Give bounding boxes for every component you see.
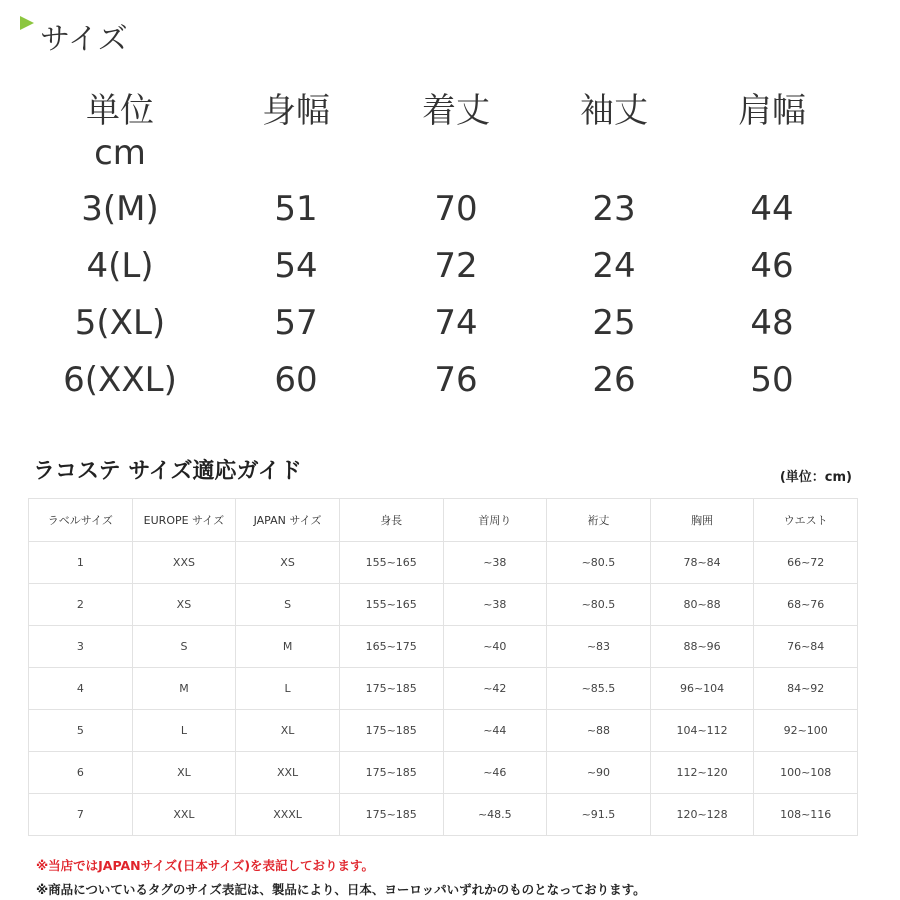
size-value: 25 [592, 303, 636, 343]
table-cell: 3 [29, 626, 133, 668]
table-cell: 2 [29, 584, 133, 626]
table-cell: ~46 [443, 752, 547, 794]
guide-column-header: 裄丈 [547, 499, 651, 542]
table-cell: L [236, 668, 340, 710]
table-row [29, 668, 858, 710]
table-cell: 104~112 [650, 710, 754, 752]
table-cell: 96~104 [650, 668, 754, 710]
size-value: 54 [274, 246, 318, 286]
note-japan-size: ※当店ではJAPANサイズ(日本サイズ)を表記しております。 [36, 858, 375, 873]
table-cell: 155~165 [339, 584, 443, 626]
unit-label-cm: cm [94, 133, 146, 173]
size-guide-table [28, 498, 858, 836]
table-cell: ~80.5 [547, 542, 651, 584]
column-header-katahaba: 肩幅 [738, 91, 806, 131]
size-row [40, 245, 860, 302]
size-row [40, 188, 860, 245]
guide-column-header: 身長 [339, 499, 443, 542]
table-row [29, 542, 858, 584]
table-cell: 76~84 [754, 626, 858, 668]
guide-column-header: ラベルサイズ [29, 499, 133, 542]
table-cell: 84~92 [754, 668, 858, 710]
table-cell: M [132, 668, 236, 710]
table-cell: S [236, 584, 340, 626]
table-cell: ~42 [443, 668, 547, 710]
guide-header-row [29, 499, 858, 542]
table-cell: ~44 [443, 710, 547, 752]
guide-title: ラコステ サイズ適応ガイド [33, 459, 302, 484]
column-header-sodetake: 袖丈 [580, 91, 648, 131]
size-label: 3(M) [81, 189, 159, 229]
table-cell: 6 [29, 752, 133, 794]
unit-label [40, 90, 200, 174]
size-chart-header-row [40, 90, 860, 188]
table-cell: 4 [29, 668, 133, 710]
table-cell: L [132, 710, 236, 752]
size-row [40, 359, 860, 416]
size-value: 48 [750, 303, 794, 343]
table-cell: 88~96 [650, 626, 754, 668]
size-value: 26 [592, 360, 636, 400]
table-row [29, 626, 858, 668]
table-cell: 78~84 [650, 542, 754, 584]
table-cell: 175~185 [339, 710, 443, 752]
table-cell: XS [132, 584, 236, 626]
table-cell: XL [236, 710, 340, 752]
table-cell: ~48.5 [443, 794, 547, 836]
table-cell: M [236, 626, 340, 668]
table-cell: 92~100 [754, 710, 858, 752]
table-row [29, 710, 858, 752]
table-cell: ~83 [547, 626, 651, 668]
table-cell: 7 [29, 794, 133, 836]
table-cell: ~80.5 [547, 584, 651, 626]
size-value: 50 [750, 360, 794, 400]
table-cell: 175~185 [339, 794, 443, 836]
size-value: 76 [434, 360, 478, 400]
table-cell: 175~185 [339, 752, 443, 794]
guide-column-header: EUROPE サイズ [132, 499, 236, 542]
size-label: 4(L) [86, 246, 154, 286]
table-cell: XXL [236, 752, 340, 794]
size-label: 5(XL) [74, 303, 166, 343]
size-value: 60 [274, 360, 318, 400]
table-cell: 1 [29, 542, 133, 584]
size-value: 57 [274, 303, 318, 343]
table-cell: 155~165 [339, 542, 443, 584]
table-cell: 80~88 [650, 584, 754, 626]
guide-unit-label: (単位：cm) [779, 470, 852, 485]
table-cell: 165~175 [339, 626, 443, 668]
table-cell: XL [132, 752, 236, 794]
table-cell: S [132, 626, 236, 668]
size-chart [40, 90, 860, 416]
table-cell: ~85.5 [547, 668, 651, 710]
unit-label-text: 単位 [86, 91, 154, 131]
guide-column-header: ウエスト [754, 499, 858, 542]
column-header-mihaba: 身幅 [262, 91, 330, 131]
guide-column-header: 首周り [443, 499, 547, 542]
size-value: 74 [434, 303, 478, 343]
table-row [29, 752, 858, 794]
table-cell: 5 [29, 710, 133, 752]
table-cell: ~88 [547, 710, 651, 752]
size-value: 44 [750, 189, 794, 229]
size-value: 23 [592, 189, 636, 229]
table-cell: 68~76 [754, 584, 858, 626]
table-cell: 112~120 [650, 752, 754, 794]
note-tag-size: ※商品についているタグのサイズ表記は、製品により、日本、ヨーロッパいずれかのものとなっております。 [36, 882, 646, 897]
table-cell: ~40 [443, 626, 547, 668]
triangle-arrow-icon [20, 16, 34, 30]
table-cell: XXXL [236, 794, 340, 836]
table-cell: 120~128 [650, 794, 754, 836]
table-cell: 100~108 [754, 752, 858, 794]
table-cell: 108~116 [754, 794, 858, 836]
table-cell: ~91.5 [547, 794, 651, 836]
table-row [29, 584, 858, 626]
guide-column-header: JAPAN サイズ [236, 499, 340, 542]
table-cell: XXL [132, 794, 236, 836]
size-row [40, 302, 860, 359]
table-row [29, 794, 858, 836]
table-cell: ~38 [443, 584, 547, 626]
column-header-kitake: 着丈 [422, 91, 490, 131]
table-cell: 66~72 [754, 542, 858, 584]
size-label: 6(XXL) [63, 360, 177, 400]
size-value: 24 [592, 246, 636, 286]
table-cell: ~38 [443, 542, 547, 584]
size-value: 51 [274, 189, 318, 229]
table-cell: XXS [132, 542, 236, 584]
section-title: サイズ [40, 22, 128, 57]
size-value: 70 [434, 189, 478, 229]
table-cell: 175~185 [339, 668, 443, 710]
size-value: 72 [434, 246, 478, 286]
guide-column-header: 胸囲 [650, 499, 754, 542]
table-cell: ~90 [547, 752, 651, 794]
table-cell: XS [236, 542, 340, 584]
size-value: 46 [750, 246, 794, 286]
